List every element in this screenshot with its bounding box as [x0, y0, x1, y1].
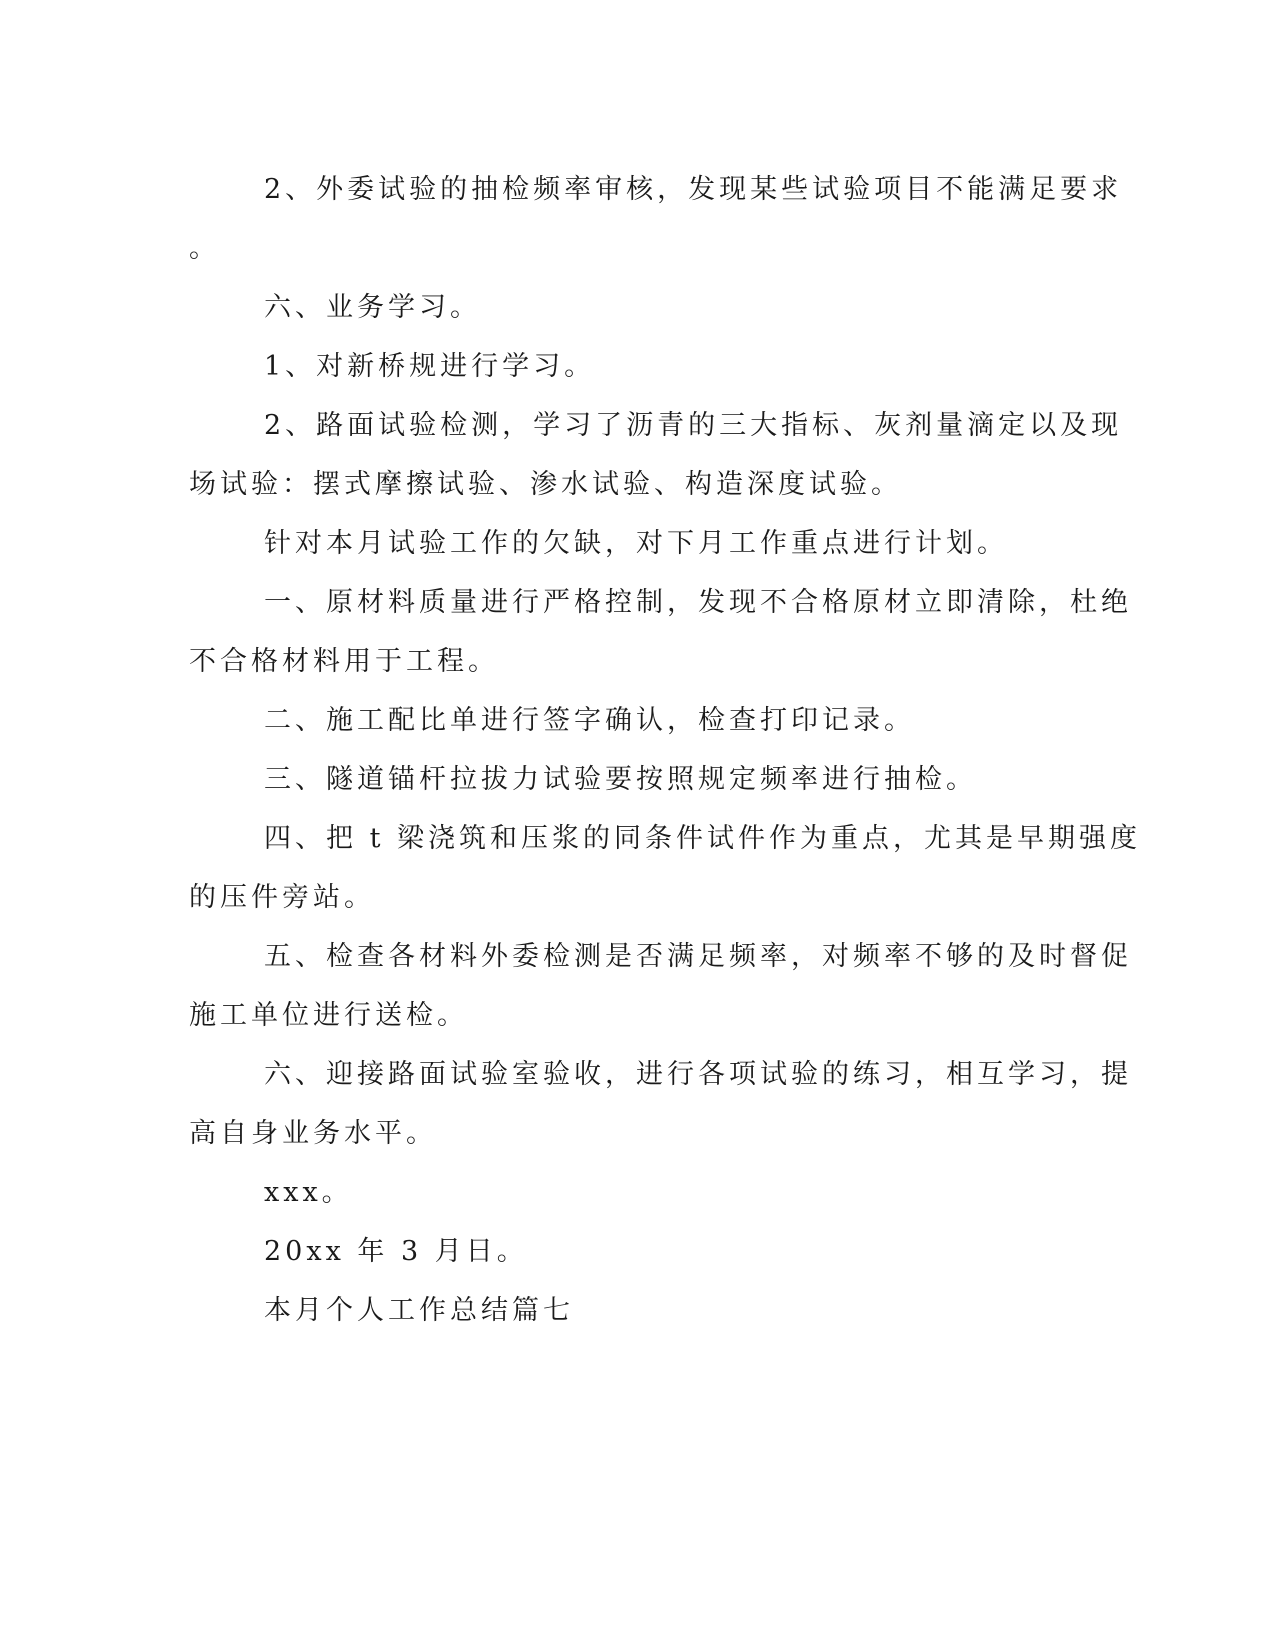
signature-name: xxx。 [264, 1177, 353, 1208]
paragraph-line: 施工单位进行送检。 [189, 1000, 468, 1031]
paragraph-line: 高自身业务水平。 [189, 1118, 437, 1149]
paragraph-line: 三、隧道锚杆拉拔力试验要按照规定频率进行抽检。 [264, 764, 977, 795]
paragraph-line: 一、原材料质量进行严格控制，发现不合格原材立即清除，杜绝 [264, 587, 1132, 618]
paragraph-line: 场试验：摆式摩擦试验、渗水试验、构造深度试验。 [189, 469, 902, 500]
paragraph-line: 2、外委试验的抽检频率审核，发现某些试验项目不能满足要求 [264, 174, 1123, 205]
paragraph-line: 2、路面试验检测，学习了沥青的三大指标、灰剂量滴定以及现 [264, 410, 1123, 441]
paragraph-line: 二、施工配比单进行签字确认，检查打印记录。 [264, 705, 915, 736]
paragraph-line: 六、迎接路面试验室验收，进行各项试验的练习，相互学习，提 [264, 1059, 1132, 1090]
paragraph-line: 五、检查各材料外委检测是否满足频率，对频率不够的及时督促 [264, 941, 1132, 972]
paragraph-line: 。 [189, 233, 220, 264]
paragraph-line: 1、对新桥规进行学习。 [264, 351, 596, 382]
paragraph-line: 的压件旁站。 [189, 882, 375, 913]
section-title: 本月个人工作总结篇七 [264, 1295, 574, 1326]
section-heading: 六、业务学习。 [264, 292, 481, 323]
paragraph-line: 四、把 t 梁浇筑和压浆的同条件试件作为重点，尤其是早期强度 [264, 823, 1142, 854]
paragraph-line: 针对本月试验工作的欠缺，对下月工作重点进行计划。 [264, 528, 1008, 559]
signature-date: 20xx 年 3 月日。 [264, 1236, 528, 1267]
paragraph-line: 不合格材料用于工程。 [189, 646, 499, 677]
